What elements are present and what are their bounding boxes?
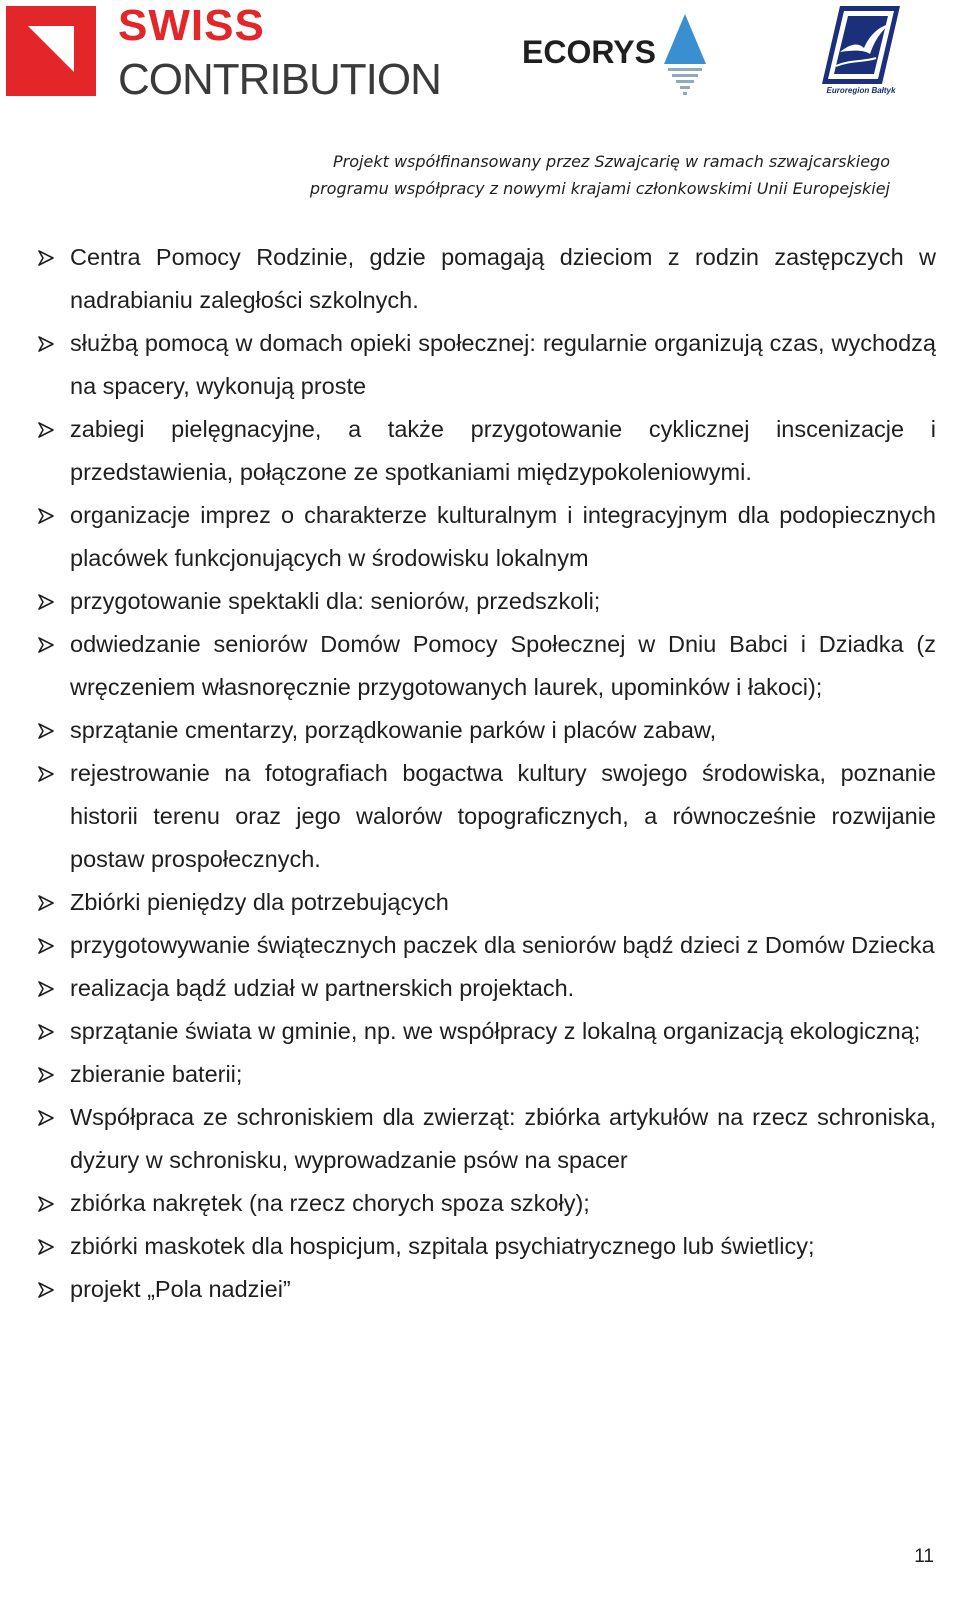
arrowhead-bullet-icon [36, 1022, 56, 1042]
list-item [0, 236, 936, 322]
ecorys-logo-text: ECORYS [522, 34, 656, 70]
arrowhead-bullet-icon [36, 979, 56, 999]
list-item-text: sprzątanie cmentarzy, porządkowanie parków i placów zabaw, [70, 717, 717, 743]
project-note-line2: programu współpracy z nowymi krajami członkowskimi Unii Europejskiej [309, 179, 890, 198]
list-item-text: sprzątanie świata w gminie, np. we współpracy z lokalną organizacją ekologiczną; [70, 1018, 921, 1044]
arrowhead-bullet-icon [36, 936, 56, 956]
list-item-text: projekt „Pola nadziei” [70, 1276, 291, 1302]
list-item [0, 408, 936, 494]
list-item [0, 967, 936, 1010]
list-item-text: zbiórki maskotek dla hospicjum, szpitala psychiatrycznego lub świetlicy; [70, 1233, 815, 1259]
list-item-text: realizacja bądź udział w partnerskich projektach. [70, 975, 575, 1001]
list-item-text: zbiórka nakrętek (na rzecz chorych spoza szkoły); [70, 1190, 590, 1216]
swiss-logo-line1: SWISS [118, 1, 265, 50]
list-item [0, 623, 936, 709]
seagull-emblem-icon [820, 4, 902, 86]
arrowhead-bullet-icon [36, 506, 56, 526]
list-item-text: Centra Pomocy Rodzinie, gdzie pomagają dzieciom z rodzin zastępczych w nadrabianiu zaległości szkolnych. [70, 244, 936, 313]
arrowhead-bullet-icon [36, 1108, 56, 1128]
list-item [0, 881, 936, 924]
list-item [0, 752, 936, 881]
list-item [0, 709, 936, 752]
arrowhead-bullet-icon [36, 334, 56, 354]
swiss-logo-line2: CONTRIBUTION [118, 55, 441, 104]
arrowhead-bullet-icon [36, 721, 56, 741]
list-item [0, 580, 936, 623]
project-cofinancing-note [310, 148, 890, 202]
arrowhead-bullet-icon [36, 893, 56, 913]
euroregion-baltyk-logo [820, 4, 902, 98]
list-item-text: Współpraca ze schroniskiem dla zwierząt: zbiórka artykułów na rzecz schroniska, dyżury w schronisku, wyprowadzanie psów na spacer [70, 1104, 936, 1173]
list-item [0, 494, 936, 580]
list-item-text: Zbiórki pieniędzy dla potrzebujących [70, 889, 449, 915]
ecorys-triangle-icon [662, 14, 708, 98]
ecorys-logo [522, 14, 712, 98]
list-item-text: zbieranie baterii; [70, 1061, 243, 1087]
arrowhead-bullet-icon [36, 635, 56, 655]
list-item-text: służbą pomocą w domach opieki społecznej: regularnie organizują czas, wychodzą na spacery, wykonują proste [70, 330, 936, 399]
list-item-text: organizacje imprez o charakterze kulturalnym i integracyjnym dla podopiecznych placówek funkcjonujących w środowisku lokalnym [70, 502, 936, 571]
arrowhead-bullet-icon [36, 1237, 56, 1257]
list-item-text: przygotowywanie świątecznych paczek dla seniorów bądź dzieci z Domów Dziecka [70, 932, 935, 958]
list-item [0, 1096, 936, 1182]
list-item-text: przygotowanie spektakli dla: seniorów, przedszkoli; [70, 588, 601, 614]
page-header [0, 0, 960, 110]
list-item [0, 1182, 936, 1225]
list-item [0, 1225, 936, 1268]
list-item [0, 322, 936, 408]
list-item-text: rejestrowanie na fotografiach bogactwa kultury swojego środowiska, poznanie historii terenu oraz jego walorów topograficznych, a równocześnie rozwijanie postaw prospołecznych. [70, 760, 936, 872]
list-item [0, 1053, 936, 1096]
arrowhead-bullet-icon [36, 1065, 56, 1085]
arrowhead-bullet-icon [36, 1280, 56, 1300]
project-note-line1: Projekt współfinansowany przez Szwajcarię w ramach szwajcarskiego [333, 152, 890, 171]
page-number: 11 [914, 1546, 934, 1567]
list-item [0, 1010, 936, 1053]
arrowhead-bullet-icon [36, 248, 56, 268]
swiss-contribution-logo [6, 1, 466, 104]
arrowhead-bullet-icon [36, 764, 56, 784]
list-item-text: odwiedzanie seniorów Domów Pomocy Społecznej w Dniu Babci i Dziadka (z wręczeniem własnoręcznie przygotowanych laurek, upominków i łakoci); [70, 631, 936, 700]
euroregion-caption: Euroregion Bałtyk [826, 86, 896, 95]
list-item-text: zabiegi pielęgnacyjne, a także przygotowanie cyklicznej inscenizacje i przedstawienia, połączone ze spotkaniami międzypokoleniowymi. [70, 416, 936, 485]
list-item [0, 924, 936, 967]
arrowhead-bullet-icon [36, 420, 56, 440]
swiss-square-icon [6, 6, 96, 96]
arrowhead-bullet-icon [36, 1194, 56, 1214]
arrowhead-bullet-icon [36, 592, 56, 612]
list-item [0, 1268, 936, 1311]
activities-list [0, 236, 960, 1311]
